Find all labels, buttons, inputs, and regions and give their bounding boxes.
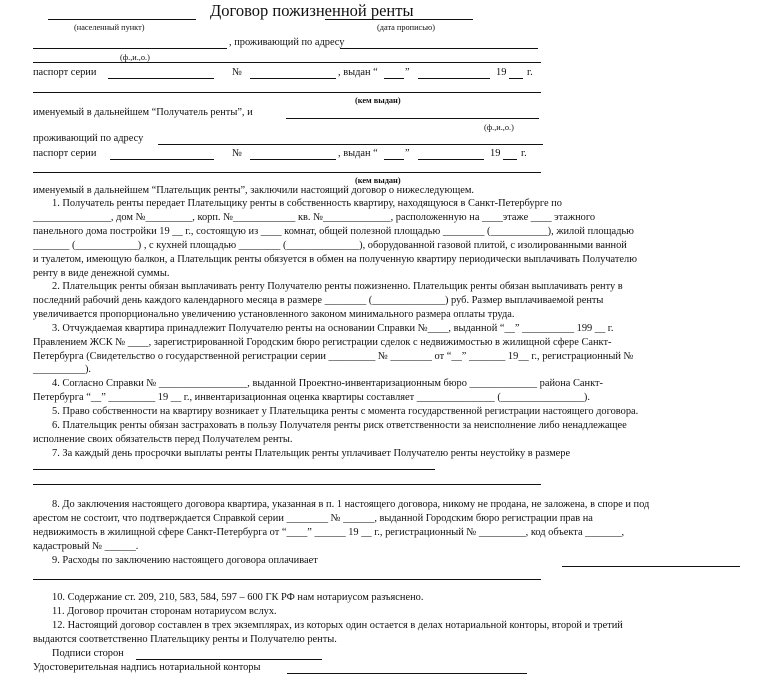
clause-9-blank-line: [562, 566, 740, 567]
clause-9-line: 9. Расходы по заключению настоящего договора оплачивает: [52, 555, 318, 566]
party1-series-line: [108, 78, 214, 79]
party2-quote-close: ”: [405, 148, 410, 159]
party2-issuer-line: [33, 172, 541, 173]
party1-quote-close: ”: [405, 67, 410, 78]
clause-1-line: _______ (____________) , с кухней площадью ________ (______________), оборудованной газовой плитой, с изолированными ванной: [33, 240, 627, 251]
party1-passport-label: паспорт серии: [33, 67, 97, 78]
clause-6-line: исполнение своих обязательств перед Получателем ренты.: [33, 434, 293, 445]
clause-9-blank-line: [33, 579, 541, 580]
clause-10-line: 10. Содержание ст. 209, 210, 583, 584, 597 – 600 ГК РФ нам нотариусом разъяснено.: [52, 592, 424, 603]
clause-3-line: 3. Отчуждаемая квартира принадлежит Получателю ренты на основании Справки №____, выданной “__” __________ 199 __ г.: [52, 323, 614, 334]
clause-1-line: и туалетом, имеющую балкон, а Плательщик ренты обязуется в обмен на полученную квартиру периодически выплачивать Получателю: [33, 254, 637, 265]
clause-12-line: 12. Настоящий договор составлен в трех экземплярах, из которых один остается в делах нотариальной конторы, второй и третий: [52, 620, 623, 631]
clause-8-line: 8. До заключения настоящего договора квартира, указанная в п. 1 настоящего договора, никому не продана, не заложена, в споре и под: [52, 499, 650, 510]
party2-month-line: [418, 159, 484, 160]
clause-2-line: 2. Плательщик ренты обязан выплачивать ренту Получателю ренты пожизненно. Плательщик ренты обязан выплачивать ренту в: [52, 281, 623, 292]
party1-month-line: [418, 78, 490, 79]
party2-passport-label: паспорт серии: [33, 148, 97, 159]
party2-issued-by-caption: (кем выдан): [355, 176, 401, 185]
party2-issued-label: , выдан “: [338, 148, 378, 159]
party1-issued-label: , выдан “: [338, 67, 378, 78]
clause-8-line: арестом не состоит, что подтверждается Справкой серии ________ № ______, выданной Городским бюро регистрации прав на: [33, 513, 593, 524]
place-line: [48, 19, 196, 20]
clause-3-line: __________).: [33, 364, 92, 375]
clause-11-line: 11. Договор прочитан сторонам нотариусом вслух.: [52, 606, 277, 617]
clause-1-line: панельного дома постройки 19 __ г., состоящую из ____ комнат, общей полезной площадью ________ (___________), жилой площадью: [33, 226, 634, 237]
party2-g-label: г.: [521, 148, 527, 159]
clause-1-line: 1. Получатель ренты передает Плательщику ренты в собственность квартиру, находящуюся в Санкт-Петербурге по: [52, 198, 562, 209]
clause-8-line: кадастровый № ______.: [33, 541, 139, 552]
clause-4-line: Петербурга “__” _________ 19 __ г., инвентаризационная оценка квартиры составляет _______________ (________________).: [33, 392, 590, 403]
party2-living-at: проживающий по адресу: [33, 133, 144, 144]
party1-name-line: [33, 48, 227, 49]
date-caption: (дата прописью): [377, 23, 435, 32]
party1-day-line: [384, 78, 404, 79]
party1-hereinafter: именуемый в дальнейшем “Получатель ренты”, и: [33, 107, 253, 118]
party1-address-line-2: [33, 62, 541, 63]
party1-no-label: №: [232, 67, 242, 78]
clause-4-line: 4. Согласно Справки № _________________, выданной Проектно-инвентаризационным бюро _____________ района Санкт-: [52, 378, 604, 389]
notary-label: Удостоверительная надпись нотариальной конторы: [33, 662, 261, 673]
clause-6-line: 6. Плательщик ренты обязан застраховать в пользу Получателя ренты риск ответственности за неисполнение либо ненадлежащее: [52, 420, 627, 431]
party2-day-line: [384, 159, 404, 160]
notary-line: [287, 673, 527, 674]
party1-address-line: [340, 48, 538, 49]
party2-year-label: 19: [490, 148, 501, 159]
party1-year-line: [509, 78, 523, 79]
clause-12-line: выдаются соответственно Плательщику ренты и Получателю ренты.: [33, 634, 337, 645]
party2-fio-caption: (ф.,и.,о.): [484, 123, 514, 132]
clause-5-line: 5. Право собственности на квартиру возникает у Плательщика ренты с момента государственной регистрации настоящего договора.: [52, 406, 639, 417]
signatures-line: [136, 659, 322, 660]
party1-living-at: , проживающий по адресу: [229, 37, 345, 48]
clause-1-line: ренту в виде денежной суммы.: [33, 268, 170, 279]
party2-year-line: [503, 159, 517, 160]
clause-8-line: недвижимость в жилищной сфере Санкт-Петербурга от “____” ______ 19 __ г., регистрационный № _________, код объекта _______,: [33, 527, 625, 538]
party2-hereinafter: именуемый в дальнейшем “Плательщик ренты”, заключили настоящий договор о нижеследующем.: [33, 185, 475, 196]
party2-number-line: [250, 159, 336, 160]
party1-issuer-line: [33, 92, 541, 93]
clause-3-line: Правлением ЖСК № ____, зарегистрированной Городским бюро регистрации сделок с недвижимостью в жилищной сфере Санкт-: [33, 337, 612, 348]
clause-1-line: _______________, дом №_________, корп. №____________ кв. №_____________, расположенную на ____этаже ____ этажного: [33, 212, 596, 223]
place-caption: (населенный пункт): [74, 23, 145, 32]
party1-year-label: 19: [496, 67, 507, 78]
document-title: Договор пожизненной ренты: [210, 1, 414, 20]
party1-issued-by-caption: (кем выдан): [355, 96, 401, 105]
clause-7-blank-line: [33, 484, 541, 485]
party1-number-line: [250, 78, 336, 79]
party2-address-line: [158, 144, 543, 145]
party1-fio-caption: (ф.,и.,о.): [120, 53, 150, 62]
clause-3-line: Петербурга (Свидетельство о государственной регистрации серии _________ № ________ от “__” _______ 19__ г., регистрационный №: [33, 351, 634, 362]
clause-7-line: 7. За каждый день просрочки выплаты ренты Плательщик ренты уплачивает Получателю ренты неустойку в размере: [52, 448, 571, 459]
clause-2-line: последний рабочий день каждого календарного месяца в размере ________ (______________) руб. Размер выплачиваемой ренты: [33, 295, 604, 306]
party2-no-label: №: [232, 148, 242, 159]
signatures-label: Подписи сторон: [52, 648, 124, 659]
clause-7-blank-line: [33, 469, 435, 470]
party1-g-label: г.: [527, 67, 533, 78]
clause-2-line: увеличивается пропорционально увеличению установленного законом минимального размера оплаты труда.: [33, 309, 515, 320]
party2-name-line: [286, 118, 539, 119]
date-line: [325, 19, 473, 20]
party2-series-line: [110, 159, 214, 160]
